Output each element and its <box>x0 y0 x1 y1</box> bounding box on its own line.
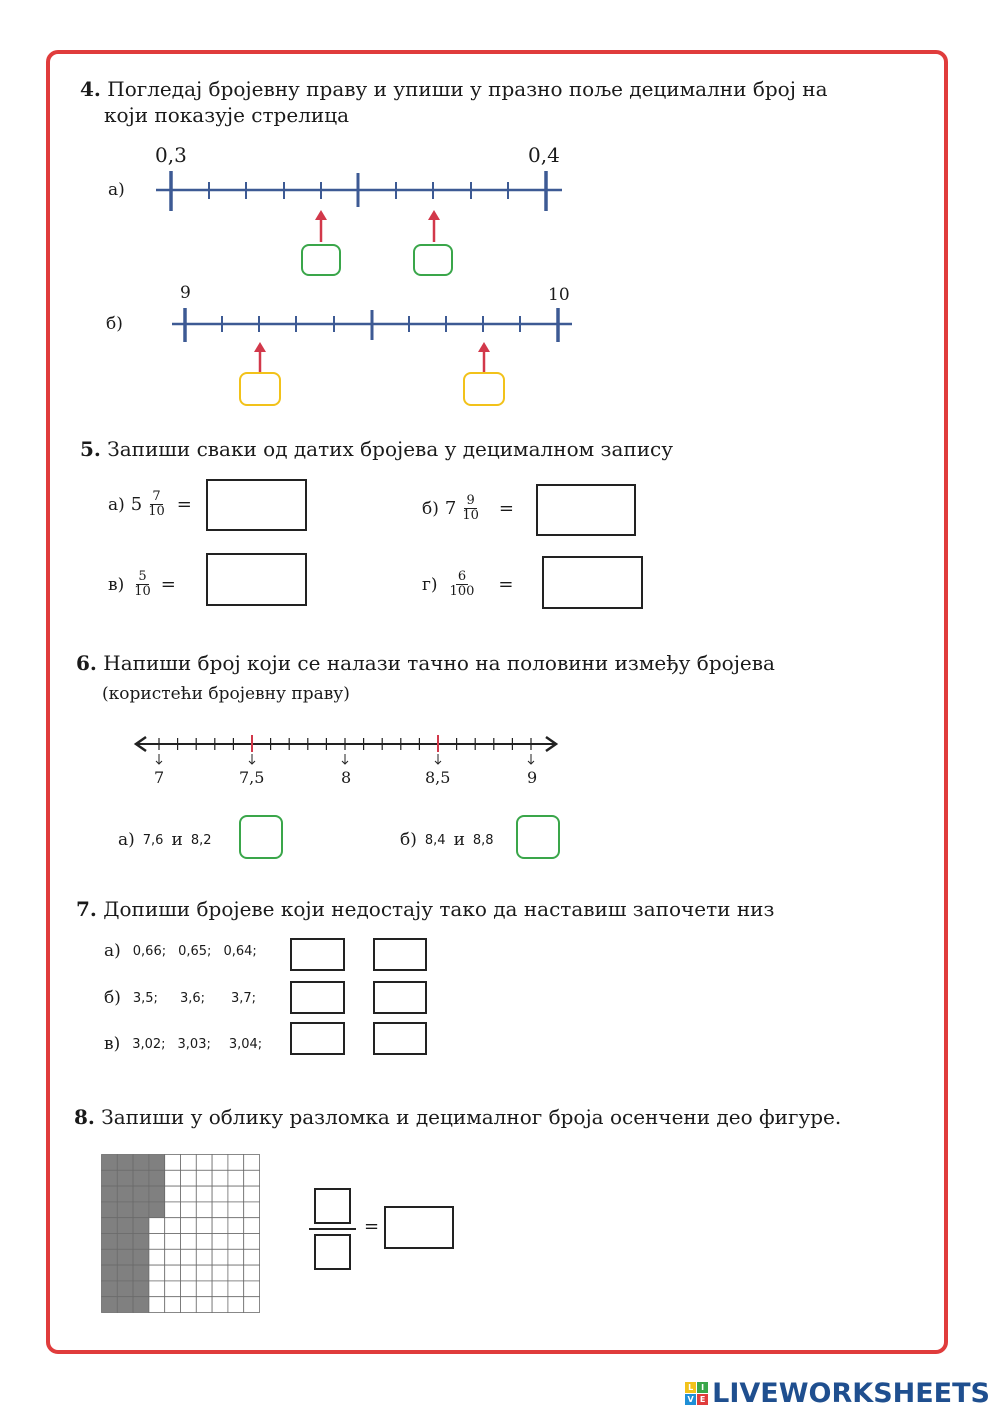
grid-cell-shaded <box>117 1186 133 1202</box>
grid-cell <box>244 1186 260 1202</box>
grid-cell <box>212 1265 228 1281</box>
grid-cell <box>149 1265 165 1281</box>
grid-cell-shaded <box>117 1202 133 1218</box>
grid-cell <box>165 1265 181 1281</box>
task5-b-answer[interactable] <box>536 484 636 536</box>
grid-cell-shaded <box>133 1234 149 1250</box>
task6-tick-9: 9 <box>527 768 538 787</box>
task6-tick-8-5: 8,5 <box>425 768 451 787</box>
task4-a-arrow-1 <box>313 210 329 244</box>
task4-b-arrow-1 <box>252 342 268 374</box>
grid-cell <box>181 1281 197 1297</box>
task5-d: г) $\frac{6}{100}$ = <box>422 569 514 599</box>
grid-cell-shaded <box>149 1170 165 1186</box>
grid-cell <box>212 1249 228 1265</box>
task5-heading: 5. Запиши сваки од датих бројева у децималном запису <box>80 437 673 461</box>
grid-cell <box>165 1170 181 1186</box>
grid-cell <box>244 1281 260 1297</box>
task8-shaded-grid <box>101 1154 260 1313</box>
grid-cell <box>196 1265 212 1281</box>
grid-cell-shaded <box>102 1297 118 1313</box>
grid-cell <box>228 1218 244 1234</box>
grid-cell <box>149 1249 165 1265</box>
grid-cell <box>181 1218 197 1234</box>
grid-cell <box>244 1249 260 1265</box>
task8-numerator-answer[interactable] <box>314 1188 351 1224</box>
grid-cell-shaded <box>133 1202 149 1218</box>
task6-a-answer[interactable] <box>239 815 283 859</box>
grid-cell-shaded <box>133 1281 149 1297</box>
grid-cell <box>196 1234 212 1250</box>
task8-fraction-bar <box>309 1228 356 1230</box>
grid-cell-shaded <box>102 1186 118 1202</box>
task4-b-answer-2[interactable] <box>463 372 505 406</box>
grid-cell <box>196 1186 212 1202</box>
task5-b: б) 7 $\frac{9}{10}$ = <box>422 493 514 523</box>
grid-cell-shaded <box>102 1202 118 1218</box>
grid-cell-shaded <box>149 1202 165 1218</box>
grid-cell-shaded <box>102 1249 118 1265</box>
task4-b-number-line <box>166 302 582 348</box>
grid-cell <box>181 1297 197 1313</box>
task5-c-answer[interactable] <box>206 553 307 606</box>
task7-a-answer-1[interactable] <box>290 938 345 971</box>
task7-heading: 7. Допиши бројеве који недостају тако да наставиш започети низ <box>76 897 775 921</box>
grid-cell <box>196 1202 212 1218</box>
grid-cell-shaded <box>102 1155 118 1171</box>
task4-a-end-label: 0,4 <box>528 143 560 167</box>
grid-cell <box>165 1155 181 1171</box>
grid-cell <box>244 1265 260 1281</box>
grid-cell <box>244 1297 260 1313</box>
grid-cell <box>165 1281 181 1297</box>
grid-cell <box>212 1186 228 1202</box>
grid-cell <box>212 1234 228 1250</box>
grid-cell-shaded <box>117 1249 133 1265</box>
grid-cell-shaded <box>133 1297 149 1313</box>
task7-b-answer-2[interactable] <box>373 981 427 1014</box>
task5-a-answer[interactable] <box>206 479 307 531</box>
grid-cell-shaded <box>133 1218 149 1234</box>
grid-cell <box>228 1297 244 1313</box>
grid-cell <box>244 1170 260 1186</box>
grid-cell-shaded <box>117 1234 133 1250</box>
liveworksheets-logo-icon: L I V E <box>685 1382 708 1405</box>
task8-heading: 8. Запиши у облику разломка и децималног броја осенчени део фигуре. <box>74 1105 842 1129</box>
task8-decimal-answer[interactable] <box>384 1206 454 1249</box>
grid-cell-shaded <box>149 1186 165 1202</box>
grid-cell <box>196 1281 212 1297</box>
grid-cell-shaded <box>149 1155 165 1171</box>
grid-cell-shaded <box>133 1265 149 1281</box>
grid-cell <box>165 1297 181 1313</box>
grid-cell <box>212 1155 228 1171</box>
task6-b-answer[interactable] <box>516 815 560 859</box>
task4-b-end-label: 10 <box>548 285 570 305</box>
grid-cell <box>244 1202 260 1218</box>
task7-a-answer-2[interactable] <box>373 938 427 971</box>
task6-tick-7: 7 <box>154 768 165 787</box>
task8-equals-sign: = <box>364 1216 380 1237</box>
grid-cell-shaded <box>102 1218 118 1234</box>
task4-a-start-label: 0,3 <box>155 143 187 167</box>
grid-cell-shaded <box>133 1186 149 1202</box>
grid-cell <box>196 1297 212 1313</box>
liveworksheets-logo <box>685 1378 990 1409</box>
task4-heading: 4. Погледај бројевну праву и упиши у празно поље децимални број на који показује стрелица <box>80 77 828 127</box>
grid-cell <box>212 1170 228 1186</box>
task6-tick-8: 8 <box>341 768 352 787</box>
task4-b-arrow-2 <box>476 342 492 374</box>
grid-cell <box>196 1249 212 1265</box>
grid-cell <box>244 1218 260 1234</box>
grid-cell <box>181 1186 197 1202</box>
task6-subheading: (користећи бројевну праву) <box>102 684 350 704</box>
task7-c-answer-2[interactable] <box>373 1022 427 1055</box>
task4-a-number-line <box>150 165 570 225</box>
liveworksheets-brand-text: LIVEWORKSHEETS <box>712 1378 990 1409</box>
task4-b-answer-1[interactable] <box>239 372 281 406</box>
grid-cell <box>165 1202 181 1218</box>
grid-cell <box>228 1170 244 1186</box>
grid-cell <box>181 1249 197 1265</box>
task5-d-answer[interactable] <box>542 556 643 609</box>
task7-row-a: а) 0,66; 0,65; 0,64; <box>104 941 257 961</box>
grid-cell <box>212 1218 228 1234</box>
grid-cell <box>149 1297 165 1313</box>
task4-a-label: а) <box>108 180 125 200</box>
grid-cell <box>149 1281 165 1297</box>
grid-cell-shaded <box>102 1170 118 1186</box>
task7-c-answer-1[interactable] <box>290 1022 345 1055</box>
grid-cell <box>196 1170 212 1186</box>
grid-cell <box>228 1155 244 1171</box>
task7-b-answer-1[interactable] <box>290 981 345 1014</box>
task6-number-line <box>130 730 564 766</box>
grid-cell <box>196 1155 212 1171</box>
grid-cell <box>149 1218 165 1234</box>
task7-row-c: в) 3,02; 3,03; 3,04; <box>104 1034 263 1054</box>
grid-cell <box>165 1186 181 1202</box>
grid-cell-shaded <box>117 1281 133 1297</box>
grid-cell <box>212 1202 228 1218</box>
grid-cell-shaded <box>117 1297 133 1313</box>
grid-cell <box>149 1234 165 1250</box>
grid-cell <box>228 1202 244 1218</box>
grid-cell-shaded <box>102 1234 118 1250</box>
task5-a: а) 5 $\frac{7}{10}$ = <box>108 489 192 519</box>
grid-cell <box>165 1218 181 1234</box>
task6-heading: 6. Напиши број који се налази тачно на половини између бројева <box>76 651 775 675</box>
grid-cell <box>244 1234 260 1250</box>
grid-cell-shaded <box>102 1281 118 1297</box>
task4-a-answer-2[interactable] <box>413 244 453 276</box>
grid-cell-shaded <box>102 1265 118 1281</box>
grid-cell <box>244 1155 260 1171</box>
task6-a: а) 7,6 и 8,2 <box>118 830 212 850</box>
grid-cell <box>165 1234 181 1250</box>
grid-cell <box>228 1281 244 1297</box>
grid-cell-shaded <box>117 1170 133 1186</box>
task8-denominator-answer[interactable] <box>314 1234 351 1270</box>
task7-row-b: б) 3,5; 3,6; 3,7; <box>104 988 257 1008</box>
grid-cell <box>181 1265 197 1281</box>
grid-cell-shaded <box>117 1265 133 1281</box>
grid-cell <box>181 1234 197 1250</box>
task5-c: в) $\frac{5}{10}$ = <box>108 569 176 599</box>
grid-cell-shaded <box>133 1249 149 1265</box>
grid-cell <box>165 1249 181 1265</box>
grid-cell-shaded <box>133 1170 149 1186</box>
task4-a-arrow-2 <box>426 210 442 244</box>
grid-cell <box>228 1265 244 1281</box>
task6-tick-7-5: 7,5 <box>239 768 265 787</box>
grid-cell <box>181 1155 197 1171</box>
grid-cell-shaded <box>117 1218 133 1234</box>
task4-a-answer-1[interactable] <box>301 244 341 276</box>
task6-b: б) 8,4 и 8,8 <box>400 830 494 850</box>
grid-cell <box>212 1297 228 1313</box>
grid-cell <box>228 1186 244 1202</box>
grid-cell <box>196 1218 212 1234</box>
grid-cell <box>212 1281 228 1297</box>
grid-cell <box>228 1234 244 1250</box>
grid-cell-shaded <box>117 1155 133 1171</box>
task4-b-start-label: 9 <box>180 283 191 303</box>
grid-cell <box>181 1202 197 1218</box>
grid-cell-shaded <box>133 1155 149 1171</box>
grid-cell <box>181 1170 197 1186</box>
grid-cell <box>228 1249 244 1265</box>
task4-b-label: б) <box>106 314 123 334</box>
